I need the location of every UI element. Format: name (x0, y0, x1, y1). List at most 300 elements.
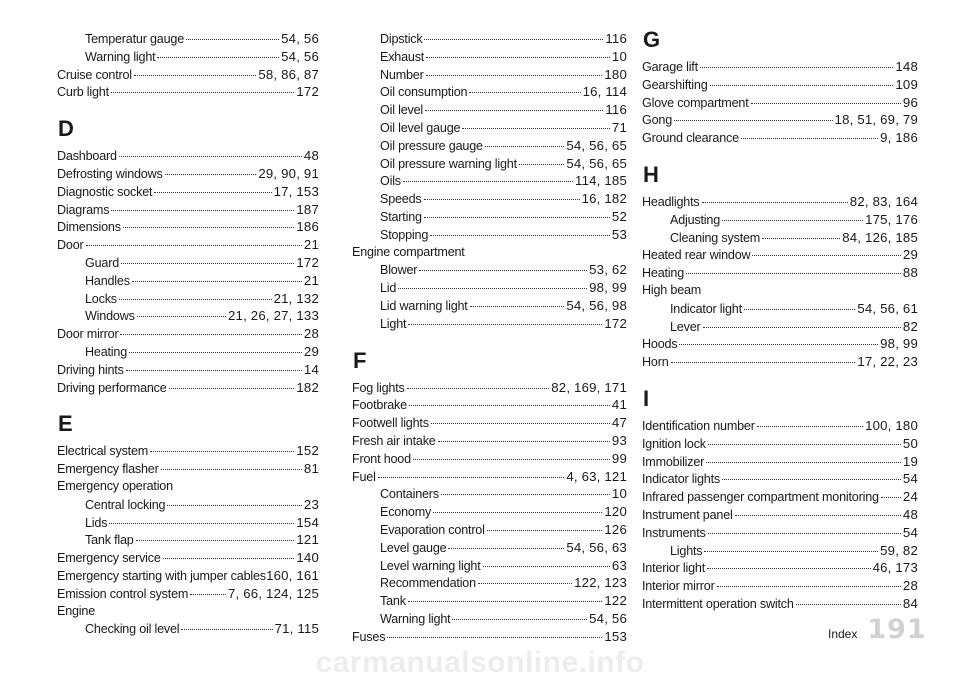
index-entry (352, 414, 627, 432)
dot-leader (448, 548, 564, 549)
index-entry (352, 574, 627, 592)
index-entry-term: Electrical system (57, 444, 149, 459)
index-entry-pages: 28 (902, 578, 918, 594)
index-entry-term: Hoods (642, 337, 678, 352)
index-entry-pages: 182 (296, 379, 319, 395)
index-entry-pages: 180 (604, 66, 627, 82)
dot-leader (452, 619, 587, 620)
index-entry-pages: 109 (895, 76, 918, 92)
index-entry-term: Front hood (352, 451, 411, 466)
index-entry-term: Diagrams (57, 202, 110, 217)
dot-leader (722, 220, 863, 221)
index-entry-pages: 54, 56, 98 (566, 297, 627, 313)
page-footer (828, 614, 927, 645)
index-entry-pages: 21 (303, 237, 319, 253)
index-entry-pages: 28 (303, 326, 319, 342)
index-entry-pages: 54, 56 (281, 31, 319, 46)
index-entry-pages: 24 (902, 489, 918, 505)
index-entry-term: Oil level (380, 103, 423, 118)
index-entry (352, 83, 627, 101)
index-column-3 (642, 28, 918, 613)
index-entry (352, 190, 627, 208)
index-entry (57, 66, 319, 84)
index-entry-pages: 54 (902, 524, 918, 540)
index-entry-term: High beam (642, 282, 702, 297)
dot-leader (407, 388, 550, 389)
index-entry-term: Glove compartment (642, 95, 749, 110)
index-entry-term: Tank flap (85, 533, 134, 548)
index-entry-pages: 14 (303, 361, 319, 377)
index-entry (642, 577, 918, 595)
index-entry-term: Horn (642, 355, 669, 370)
index-entry-pages: 82, 83, 164 (849, 193, 918, 209)
index-entry-term: Indicator light (670, 301, 742, 316)
index-entry-pages: 100, 180 (865, 417, 918, 433)
index-entry-pages: 175, 176 (865, 211, 918, 227)
index-entry-pages: 99 (611, 450, 627, 466)
index-entry-pages: 96 (902, 94, 918, 110)
index-entry-pages: 114, 185 (575, 173, 627, 189)
dot-leader (881, 497, 901, 498)
index-entry (57, 307, 319, 325)
index-entry-pages: 140 (296, 550, 319, 566)
index-entry-term: Intermittent operation switch (642, 596, 794, 611)
index-entry-pages: 84 (902, 595, 918, 611)
index-entry-pages: 54, 56 (281, 48, 319, 64)
dot-leader (426, 57, 610, 58)
index-entry-pages: 98, 99 (589, 280, 627, 296)
index-entry (352, 208, 627, 226)
index-entry (642, 111, 918, 129)
index-entry-pages: 59, 82 (880, 542, 918, 558)
index-entry-term: Diagnostic socket (57, 184, 153, 199)
index-entry (642, 335, 918, 353)
footer-section-label: Index (828, 627, 858, 641)
dot-leader (181, 629, 272, 630)
index-entry (642, 470, 918, 488)
index-entry-pages: 152 (296, 443, 319, 459)
dot-leader (441, 494, 610, 495)
index-entry (57, 549, 319, 567)
index-entry-term: Emergency flasher (57, 462, 159, 477)
index-entry-term: Instruments (642, 525, 706, 540)
index-entry-pages: 7, 66, 124, 125 (228, 585, 319, 601)
index-entry-term: Instrument panel (642, 507, 733, 522)
index-entry-term: Locks (85, 291, 117, 306)
index-entry-pages: 82 (902, 318, 918, 334)
index-entry-term: Interior mirror (642, 579, 715, 594)
dot-leader (150, 451, 294, 452)
index-entry (642, 595, 918, 613)
dot-leader (741, 138, 878, 139)
index-entry (57, 83, 319, 101)
index-entry (57, 325, 319, 343)
index-entry-term: Infrared passenger compartment monitoring (642, 490, 879, 505)
index-entry (57, 236, 319, 254)
index-entry (352, 432, 627, 450)
index-entry-pages: 47 (611, 415, 627, 431)
index-entry-term: Door mirror (57, 327, 119, 342)
index-entry-pages: 126 (604, 521, 627, 537)
dot-leader (704, 551, 878, 552)
index-entry-pages: 54 (902, 471, 918, 487)
dot-leader (757, 426, 863, 427)
index-entry (57, 272, 319, 290)
index-entry (352, 48, 627, 66)
index-entry-term: Cruise control (57, 67, 132, 82)
index-entry (642, 282, 918, 300)
dot-leader (703, 327, 901, 328)
index-entry (57, 442, 319, 460)
index-entry (642, 211, 918, 229)
index-entry (57, 379, 319, 397)
index-entry-term: Light (380, 316, 407, 331)
index-entry (57, 218, 319, 236)
index-entry-pages: 21 (303, 272, 319, 288)
index-entry (352, 137, 627, 155)
index-entry-term: Fog lights (352, 380, 405, 395)
index-entry (642, 300, 918, 318)
index-entry-pages: 82, 169, 171 (551, 379, 627, 395)
index-entry-pages: 16, 182 (581, 191, 627, 207)
index-entry-term: Warning light (380, 611, 451, 626)
index-entry-term: Heating (642, 266, 685, 281)
index-entry-pages: 46, 173 (872, 560, 918, 576)
index-entry-pages: 172 (296, 254, 319, 270)
index-entry-term: Lever (670, 319, 701, 334)
index-entry (642, 246, 918, 264)
dot-leader (129, 352, 302, 353)
index-entry (57, 254, 319, 272)
dot-leader (387, 637, 602, 638)
dot-leader (424, 39, 603, 40)
index-entry-term: Identification number (642, 418, 755, 433)
index-entry-term: Emergency operation (57, 478, 173, 493)
dot-leader (132, 281, 302, 282)
index-entry-pages: 19 (902, 453, 918, 469)
dot-leader (161, 469, 302, 470)
index-entry-term: Lights (670, 543, 703, 558)
dot-leader (424, 199, 580, 200)
index-entry-pages: 54, 56, 65 (566, 155, 627, 171)
index-entry-pages: 120 (604, 504, 627, 520)
index-entry-term: Indicator lights (642, 472, 721, 487)
index-entry-term: Headlights (642, 194, 700, 209)
dot-leader (762, 238, 840, 239)
index-entry-pages: 18, 51, 69, 79 (834, 112, 918, 128)
index-entry-term: Engine compartment (352, 244, 465, 259)
dot-leader (483, 566, 610, 567)
dot-leader (430, 235, 610, 236)
dot-leader (109, 523, 294, 524)
index-entry-pages: 41 (611, 397, 627, 413)
index-entry-pages: 122 (604, 593, 627, 609)
index-entry-pages: 116 (605, 102, 627, 118)
index-entry (642, 506, 918, 524)
dot-leader (796, 604, 901, 605)
index-entry-term: Level warning light (380, 558, 481, 573)
index-entry-pages: 84, 126, 185 (842, 229, 918, 245)
index-entry-pages: 71, 115 (274, 621, 319, 637)
index-entry-pages: 54, 56, 63 (566, 539, 627, 555)
dot-leader (708, 444, 901, 445)
dot-leader (186, 39, 279, 40)
index-entry (642, 229, 918, 247)
index-entry-term: Blower (380, 263, 418, 278)
index-entry-term: Dimensions (57, 220, 121, 235)
dot-leader (120, 334, 301, 335)
index-entry-pages: 48 (902, 506, 918, 522)
dot-leader (121, 263, 294, 264)
index-entry (57, 496, 319, 514)
index-entry-term: Oil consumption (380, 85, 468, 100)
index-entry (57, 201, 319, 219)
dot-leader (424, 217, 610, 218)
index-entry-pages: 160, 161 (266, 567, 319, 583)
dot-leader (403, 181, 573, 182)
dot-leader (408, 601, 603, 602)
index-entry-term: Door (57, 238, 84, 253)
dot-leader (408, 324, 602, 325)
index-entry-term: Interior light (642, 561, 705, 576)
index-entry-term: Adjusting (670, 212, 721, 227)
index-entry-term: Checking oil level (85, 622, 180, 637)
index-entry-term: Emergency service (57, 551, 161, 566)
dot-leader (478, 583, 572, 584)
index-entry (57, 30, 319, 48)
index-entry-pages: 54, 56, 65 (566, 137, 627, 153)
dot-leader (157, 57, 279, 58)
index-entry-term: Central locking (85, 497, 166, 512)
index-entry-pages: 154 (296, 514, 319, 530)
index-entry (352, 628, 627, 646)
index-entry-pages: 98, 99 (880, 336, 918, 352)
index-entry (642, 542, 918, 560)
dot-leader (674, 120, 833, 121)
dot-leader (751, 103, 901, 104)
index-entry-term: Immobilizer (642, 454, 705, 469)
index-entry (642, 353, 918, 371)
index-entry (57, 343, 319, 361)
index-entry (57, 531, 319, 549)
index-entry-pages: 153 (604, 628, 627, 644)
dot-leader (425, 110, 603, 111)
index-entry-pages: 29 (303, 343, 319, 359)
index-entry-pages: 10 (611, 48, 627, 64)
index-entry (642, 417, 918, 435)
index-entry-pages: 10 (611, 486, 627, 502)
index-entry (642, 193, 918, 211)
index-entry (57, 460, 319, 478)
index-letter-heading: H (643, 161, 659, 187)
dot-leader (86, 245, 302, 246)
index-entry (642, 58, 918, 76)
dot-leader (163, 558, 295, 559)
index-entry (352, 315, 627, 333)
index-entry-term: Evaporation control (380, 522, 485, 537)
index-entry (352, 30, 627, 48)
index-entry-term: Recommendation (380, 576, 476, 591)
dot-leader (485, 146, 565, 147)
index-entry-pages: 50 (902, 435, 918, 451)
dot-leader (409, 405, 610, 406)
index-entry-pages: 116 (605, 31, 627, 46)
index-entry-term: Number (380, 67, 424, 82)
index-entry (352, 155, 627, 173)
dot-leader (119, 156, 302, 157)
index-entry (642, 524, 918, 542)
dot-leader (679, 344, 878, 345)
index-entry (57, 165, 319, 183)
index-entry-pages: 122, 123 (574, 575, 627, 591)
index-entry (352, 503, 627, 521)
index-entry-term: Gong (642, 113, 673, 128)
index-entry (642, 76, 918, 94)
index-entry-pages: 48 (303, 148, 319, 164)
index-entry (57, 567, 319, 585)
index-entry-term: Oil level gauge (380, 120, 461, 135)
index-letter-heading: D (58, 116, 74, 142)
index-entry-term: Gearshifting (642, 77, 708, 92)
index-entry-term: Emission control system (57, 586, 189, 601)
dot-leader (707, 568, 871, 569)
index-entry-pages: 17, 153 (273, 183, 319, 199)
index-entry-term: Temperatur gauge (85, 32, 185, 46)
index-entry-term: Ground clearance (642, 131, 739, 146)
dot-leader (686, 273, 901, 274)
index-entry-pages: 88 (902, 265, 918, 281)
index-entry (642, 488, 918, 506)
index-entry-pages: 9, 186 (880, 130, 918, 146)
index-entry-pages: 17, 22, 23 (857, 354, 918, 370)
index-entry-pages: 54, 56, 61 (857, 300, 918, 316)
dot-leader (433, 512, 602, 513)
dot-leader (123, 227, 295, 228)
index-entry-pages: 186 (296, 219, 319, 235)
index-entry-term: Footwell lights (352, 416, 429, 431)
dot-leader (487, 530, 603, 531)
dot-leader (413, 459, 610, 460)
index-entry (642, 94, 918, 112)
index-entry (352, 119, 627, 137)
index-entry (57, 514, 319, 532)
index-entry (352, 610, 627, 628)
index-entry (57, 48, 319, 66)
index-entry (352, 261, 627, 279)
dot-leader (134, 75, 256, 76)
index-entry-pages: 4, 63, 121 (566, 468, 627, 484)
dot-leader (111, 210, 294, 211)
index-column-1 (57, 30, 319, 638)
index-entry-pages: 21, 132 (273, 290, 319, 306)
index-entry (57, 585, 319, 603)
index-letter-heading: I (643, 385, 650, 411)
index-entry (57, 361, 319, 379)
dot-leader (744, 309, 855, 310)
index-entry-term: Starting (380, 209, 422, 224)
dot-leader (169, 388, 295, 389)
index-entry-term: Handles (85, 273, 130, 288)
page-number: 191 (867, 614, 927, 645)
index-entry-pages: 121 (296, 532, 319, 548)
dot-leader (111, 92, 294, 93)
index-entry-pages: 21, 26, 27, 133 (228, 308, 319, 324)
index-entry (642, 264, 918, 282)
index-entry-term: Footbrake (352, 398, 407, 413)
dot-leader (469, 92, 580, 93)
dot-leader (706, 462, 901, 463)
dot-leader (136, 540, 295, 541)
dot-leader (137, 316, 226, 317)
dot-leader (167, 505, 302, 506)
index-entry (352, 101, 627, 119)
index-entry-pages: 29, 90, 91 (258, 165, 319, 181)
index-entry-pages: 63 (611, 557, 627, 573)
dot-leader (702, 202, 848, 203)
index-entry-term: Curb light (57, 85, 109, 100)
index-entry-pages: 148 (895, 59, 918, 74)
index-entry (642, 453, 918, 471)
index-entry-pages: 71 (611, 119, 627, 135)
index-entry-term: Lids (85, 515, 108, 530)
index-entry-pages: 52 (611, 208, 627, 224)
index-entry-pages: 54, 56 (589, 610, 627, 626)
index-entry-term: Emergency starting with jumper cables (57, 568, 266, 583)
index-entry (352, 66, 627, 84)
dot-leader (735, 515, 901, 516)
dot-leader (700, 67, 893, 68)
dot-leader (708, 533, 901, 534)
index-entry (352, 297, 627, 315)
index-entry-term: Ignition lock (642, 436, 706, 451)
index-entry (352, 521, 627, 539)
index-entry-term: Heating (85, 344, 128, 359)
index-entry (352, 226, 627, 244)
index-entry-term: Guard (85, 255, 120, 270)
dot-leader (126, 370, 302, 371)
dot-leader (752, 255, 901, 256)
index-entry-pages: 81 (303, 461, 319, 477)
index-entry-pages: 53, 62 (589, 262, 627, 278)
dot-leader (426, 75, 603, 76)
index-entry-term: Lid (380, 281, 397, 296)
index-entry (352, 450, 627, 468)
index-entry-term: Fuel (352, 469, 376, 484)
index-entry (57, 290, 319, 308)
index-entry-term: Level gauge (380, 540, 447, 555)
index-entry-term: Lid warning light (380, 298, 468, 313)
index-entry (57, 478, 319, 496)
index-entry-term: Heated rear window (642, 248, 751, 263)
dot-leader (165, 174, 257, 175)
index-entry-term: Cleaning system (670, 230, 761, 245)
index-entry (57, 183, 319, 201)
dot-leader (431, 423, 610, 424)
index-entry (57, 603, 319, 621)
index-entry-term: Exhaust (380, 49, 425, 64)
dot-leader (722, 479, 901, 480)
index-entry (57, 147, 319, 165)
index-letter-heading: G (643, 27, 661, 52)
index-entry (57, 620, 319, 638)
index-entry-term: Warning light (85, 49, 156, 64)
index-entry-term: Oil pressure gauge (380, 138, 483, 153)
index-entry (642, 559, 918, 577)
index-entry (352, 244, 627, 262)
dot-leader (519, 164, 564, 165)
index-entry-term: Fresh air intake (352, 433, 436, 448)
index-entry-term: Driving hints (57, 362, 124, 377)
